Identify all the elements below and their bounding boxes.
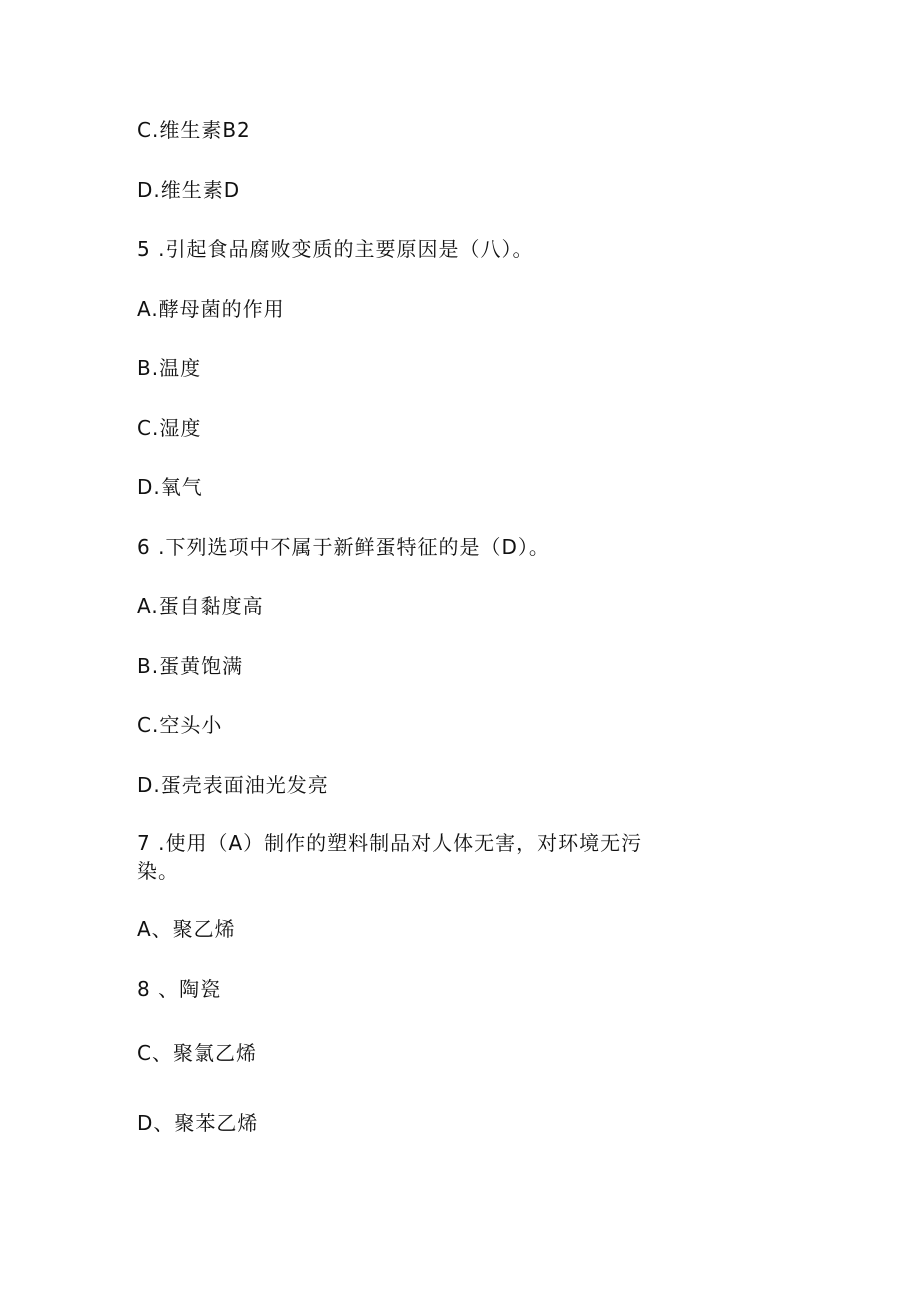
question-6-option-b: B.蛋黄饱满 [137,654,244,678]
question-5: 5 .引起食品腐败变质的主要原因是（八）。 [137,237,534,261]
question-5-option-c: C.湿度 [137,416,202,440]
question-5-option-a: A.酵母菌的作用 [137,297,285,321]
option-c-vitamin-b2: C.维生素B2 [137,118,251,142]
question-7-option-b: 8 、陶瓷 [137,977,222,1001]
question-7-option-d: D、聚苯乙烯 [137,1111,259,1135]
question-6: 6 .下列选项中不属于新鲜蛋特征的是（D）。 [137,535,550,559]
option-d-vitamin-d: D.维生素D [137,178,241,202]
question-6-option-a: A.蛋自黏度高 [137,594,264,618]
question-5-option-b: B.温度 [137,356,202,380]
question-6-option-d: D.蛋壳表面油光发亮 [137,773,329,797]
question-7-option-c: C、聚氯乙烯 [137,1041,257,1065]
question-6-option-c: C.空头小 [137,713,223,737]
question-5-option-d: D.氧气 [137,475,203,499]
question-7: 7 .使用（A）制作的塑料制品对人体无害，对环境无污染。 [137,831,643,883]
question-7-option-a: A、聚乙烯 [137,917,236,941]
